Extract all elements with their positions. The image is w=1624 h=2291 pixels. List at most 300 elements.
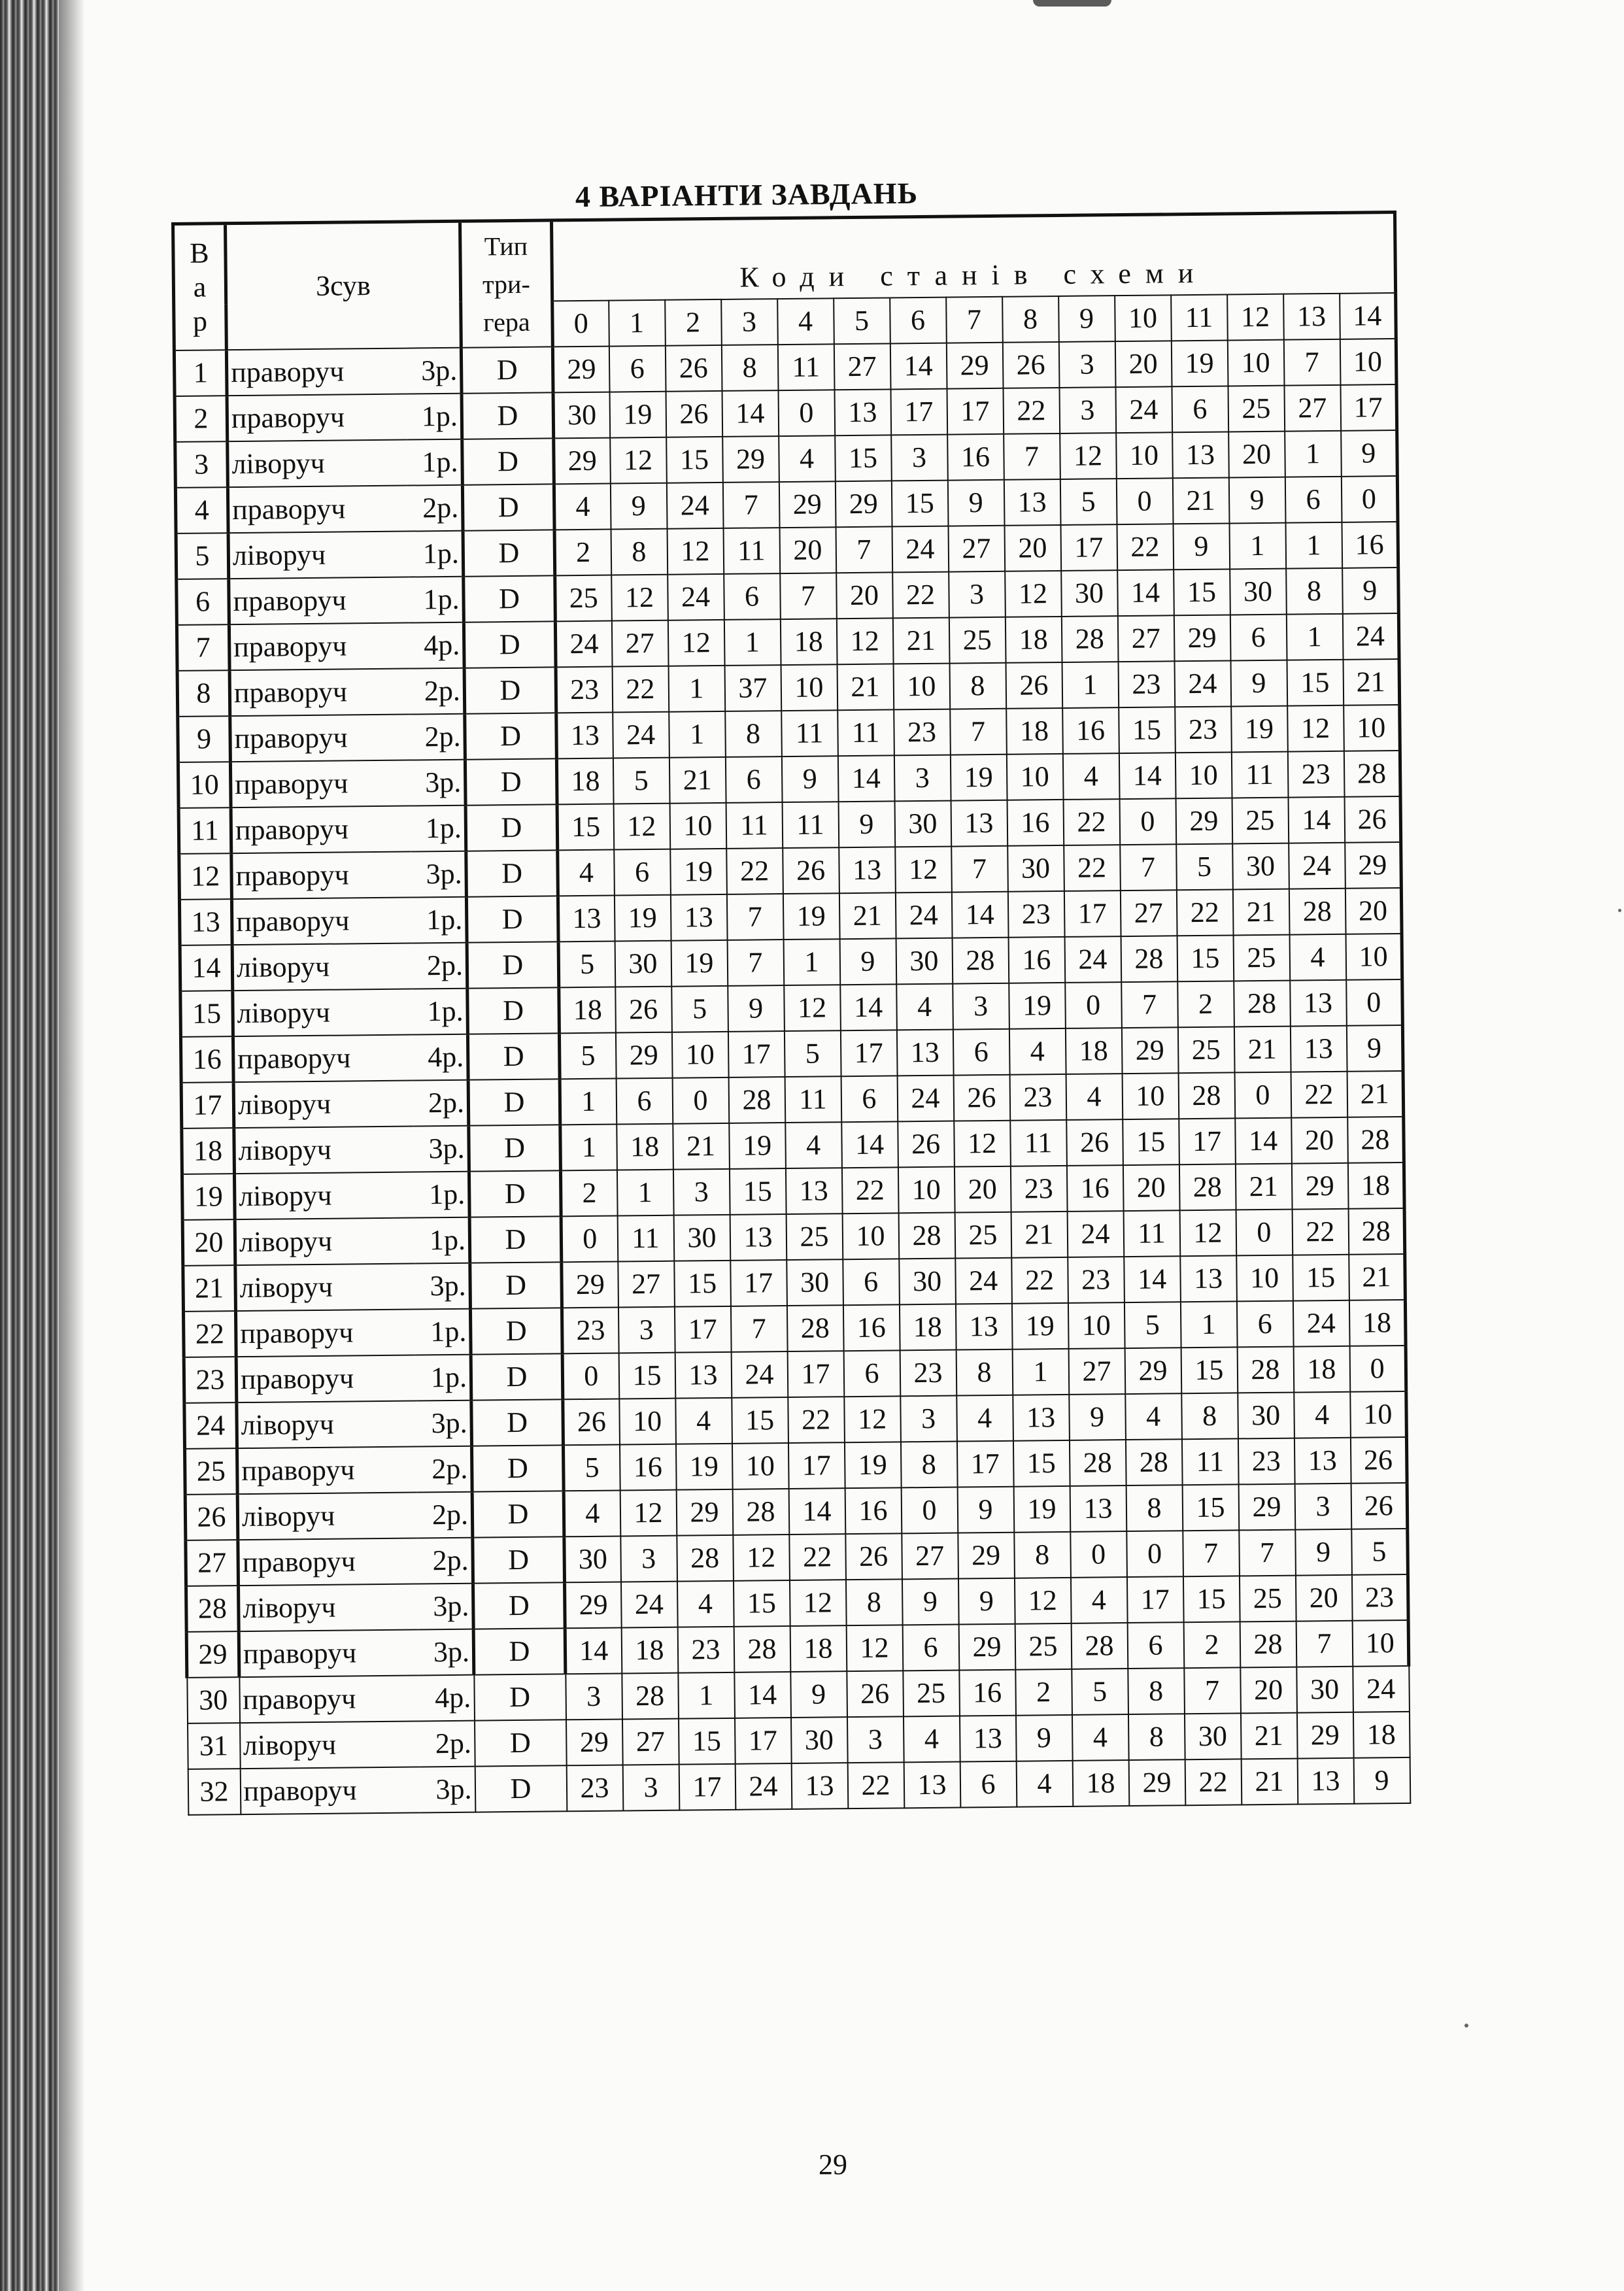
- state-code-cell: 16: [843, 1304, 900, 1351]
- state-code-cell: 14: [1117, 569, 1174, 616]
- state-code-cell: 19: [783, 893, 839, 940]
- state-code-cell: 14: [722, 390, 779, 437]
- state-code-cell: 21: [892, 618, 949, 664]
- state-code-cell: 10: [1175, 752, 1232, 798]
- shift-positions-cell: 1р.: [414, 1217, 470, 1264]
- trigger-type-cell: D: [470, 1308, 562, 1354]
- state-code-cell: 26: [1344, 796, 1401, 843]
- state-code-cell: 4: [554, 484, 611, 530]
- trigger-type-cell: D: [471, 1445, 564, 1491]
- state-code-cell: 13: [730, 1214, 787, 1261]
- state-code-cell: 21: [837, 664, 894, 710]
- state-code-cell: 22: [788, 1397, 845, 1443]
- trigger-type-cell: D: [462, 392, 554, 439]
- variant-number-cell: 23: [184, 1357, 237, 1403]
- shift-positions-cell: 1р.: [416, 1355, 471, 1401]
- state-code-cell: 24: [955, 1258, 1012, 1304]
- state-code-cell: 5: [563, 1445, 620, 1491]
- state-code-cell: 29: [722, 436, 779, 483]
- variant-number-cell: 29: [186, 1631, 239, 1678]
- state-code-cell: 10: [1068, 1302, 1125, 1349]
- header-state-number: 12: [1227, 294, 1284, 341]
- state-code-cell: 17: [956, 1441, 1013, 1487]
- shift-direction-cell: праворуч: [237, 1446, 417, 1494]
- state-code-cell: 5: [1124, 1302, 1181, 1348]
- state-code-cell: 6: [614, 849, 671, 896]
- state-code-cell: 28: [1061, 616, 1118, 662]
- state-code-cell: 27: [1117, 615, 1174, 662]
- state-code-cell: 24: [620, 1582, 677, 1628]
- state-code-cell: 14: [1288, 797, 1345, 843]
- state-code-cell: 9: [1228, 477, 1285, 524]
- shift-direction-cell: праворуч: [229, 623, 409, 671]
- state-code-cell: 26: [1351, 1483, 1408, 1529]
- variant-number-cell: 21: [183, 1265, 236, 1312]
- state-code-cell: 14: [840, 984, 897, 1030]
- state-code-cell: 23: [1068, 1257, 1125, 1303]
- shift-positions-cell: 2р.: [413, 1080, 469, 1127]
- state-code-cell: 17: [679, 1764, 736, 1810]
- state-code-cell: 24: [735, 1763, 792, 1810]
- state-code-cell: 22: [1064, 845, 1121, 891]
- trigger-type-cell: D: [475, 1720, 567, 1766]
- state-code-cell: 14: [734, 1672, 791, 1718]
- variant-number-cell: 1: [174, 350, 227, 396]
- state-code-cell: 14: [951, 892, 1008, 938]
- shift-direction-cell: праворуч: [231, 852, 411, 900]
- state-code-cell: 28: [734, 1626, 790, 1672]
- variant-number-cell: 10: [178, 762, 231, 808]
- state-code-cell: 23: [1351, 1574, 1408, 1621]
- state-code-cell: 17: [788, 1442, 845, 1489]
- trigger-type-cell: D: [473, 1628, 566, 1674]
- state-code-cell: 0: [1116, 478, 1173, 524]
- state-code-cell: 14: [1119, 753, 1176, 799]
- state-code-cell: 12: [1287, 705, 1344, 752]
- state-code-cell: 24: [668, 574, 724, 620]
- shift-direction-cell: ліворуч: [234, 1172, 414, 1220]
- state-code-cell: 11: [785, 1076, 841, 1123]
- state-code-cell: 0: [778, 390, 835, 436]
- header-state-number: 5: [834, 297, 890, 344]
- state-code-cell: 30: [1230, 569, 1287, 615]
- state-code-cell: 1: [1285, 431, 1342, 477]
- state-code-cell: 6: [841, 1076, 898, 1122]
- trigger-type-cell: D: [462, 438, 554, 484]
- state-code-cell: 29: [552, 347, 609, 393]
- shift-direction-cell: праворуч: [233, 1035, 413, 1083]
- state-code-cell: 7: [780, 573, 837, 619]
- trigger-type-cell: D: [470, 1262, 562, 1308]
- shift-direction-cell: праворуч: [229, 577, 409, 625]
- shift-direction-cell: ліворуч: [228, 532, 408, 579]
- trigger-type-cell: D: [469, 1216, 562, 1263]
- shift-positions-cell: 4р.: [418, 1675, 474, 1722]
- state-code-cell: 4: [1016, 1761, 1073, 1807]
- state-code-cell: 21: [1234, 1027, 1291, 1073]
- state-code-cell: 17: [947, 388, 1004, 435]
- state-code-cell: 24: [895, 892, 952, 939]
- trigger-type-cell: D: [464, 667, 556, 713]
- trigger-type-cell: D: [466, 850, 558, 896]
- state-code-cell: 1: [783, 939, 840, 985]
- state-code-cell: 23: [1118, 661, 1175, 707]
- variant-number-cell: 17: [181, 1082, 234, 1129]
- state-code-cell: 20: [1004, 525, 1061, 571]
- state-code-cell: 7: [951, 846, 1008, 892]
- header-state-number: 6: [890, 297, 947, 344]
- shift-positions-cell: 3р.: [418, 1629, 474, 1676]
- state-code-cell: 22: [1063, 799, 1120, 845]
- shift-direction-cell: праворуч: [231, 898, 411, 945]
- state-code-cell: 16: [1008, 937, 1065, 983]
- header-shift: Зсув: [226, 221, 462, 350]
- state-code-cell: 23: [1007, 891, 1064, 938]
- state-code-cell: 9: [1015, 1715, 1072, 1761]
- variant-number-cell: 7: [177, 624, 229, 671]
- state-code-cell: 6: [1172, 386, 1228, 432]
- shift-direction-cell: ліворуч: [232, 943, 412, 991]
- state-code-cell: 24: [1174, 660, 1231, 707]
- state-code-cell: 16: [959, 1670, 1016, 1716]
- state-code-cell: 3: [1294, 1484, 1351, 1530]
- state-code-cell: 9: [1342, 568, 1399, 614]
- trigger-type-cell: D: [465, 713, 557, 759]
- state-code-cell: 30: [553, 392, 610, 439]
- state-code-cell: 18: [780, 619, 837, 665]
- state-code-cell: 28: [677, 1535, 734, 1582]
- state-code-cell: 28: [622, 1673, 679, 1720]
- state-code-cell: 29: [615, 1032, 672, 1079]
- state-code-cell: 12: [1179, 1210, 1236, 1256]
- shift-positions-cell: 3р.: [413, 1126, 469, 1172]
- state-code-cell: 6: [1127, 1622, 1184, 1669]
- state-code-cell: 3: [620, 1536, 677, 1582]
- state-code-cell: 29: [566, 1719, 623, 1765]
- state-code-cell: 1: [1286, 614, 1343, 660]
- header-trigger-line: Тип: [484, 231, 528, 262]
- state-code-cell: 26: [898, 1121, 955, 1168]
- state-code-cell: 21: [673, 1123, 730, 1170]
- state-code-cell: 26: [1066, 1119, 1123, 1166]
- state-code-cell: 13: [558, 896, 615, 942]
- state-code-cell: 21: [1349, 1254, 1406, 1300]
- state-code-cell: 15: [891, 481, 948, 527]
- variant-number-cell: 8: [177, 670, 230, 717]
- state-code-cell: 10: [1352, 1620, 1409, 1667]
- trigger-type-cell: D: [467, 987, 560, 1034]
- shift-direction-cell: праворуч: [240, 1767, 420, 1814]
- state-code-cell: 12: [844, 1396, 901, 1442]
- state-code-cell: 1: [678, 1672, 735, 1719]
- state-code-cell: 15: [1119, 707, 1176, 753]
- state-code-cell: 22: [1291, 1072, 1347, 1118]
- state-code-cell: 13: [675, 1352, 732, 1399]
- page-number: 29: [819, 2148, 847, 2181]
- trigger-type-cell: D: [473, 1582, 566, 1629]
- state-code-cell: 28: [1069, 1440, 1126, 1486]
- trigger-type-cell: D: [468, 1079, 560, 1125]
- header-row-top: [173, 212, 1396, 305]
- state-code-cell: 7: [726, 894, 783, 940]
- state-code-cell: 19: [609, 392, 666, 438]
- state-code-cell: 28: [1348, 1208, 1405, 1255]
- state-code-cell: 18: [1006, 708, 1063, 755]
- state-code-cell: 21: [669, 757, 726, 804]
- state-code-cell: 9: [1341, 430, 1398, 477]
- state-code-cell: 20: [1345, 888, 1402, 934]
- header-state-number: 10: [1115, 295, 1172, 341]
- state-code-cell: 25: [1232, 798, 1289, 844]
- state-code-cell: 29: [1238, 1484, 1295, 1531]
- state-code-cell: 27: [948, 526, 1005, 572]
- state-code-cell: 18: [1065, 1028, 1122, 1074]
- header-trigger-line: три-: [482, 269, 530, 299]
- state-code-cell: 13: [1290, 980, 1347, 1027]
- state-code-cell: 14: [1124, 1256, 1181, 1302]
- state-code-cell: 12: [954, 1121, 1011, 1167]
- header-state-number: 13: [1283, 294, 1340, 340]
- state-code-cell: 30: [615, 941, 671, 987]
- state-code-cell: 23: [1009, 1074, 1066, 1121]
- state-code-cell: 6: [843, 1350, 900, 1397]
- state-code-cell: 12: [611, 575, 668, 621]
- state-code-cell: 0: [1349, 1346, 1406, 1392]
- state-code-cell: 0: [1236, 1210, 1293, 1256]
- state-code-cell: 18: [1349, 1300, 1406, 1346]
- shift-direction-cell: праворуч: [227, 394, 407, 442]
- shift-direction-cell: праворуч: [231, 806, 411, 854]
- state-code-cell: 13: [959, 1716, 1016, 1762]
- shift-positions-cell: 1р.: [415, 1309, 471, 1355]
- state-code-cell: 5: [1351, 1529, 1408, 1575]
- variants-table-wrapper: [171, 211, 1412, 1816]
- state-code-cell: 25: [1228, 386, 1285, 432]
- trigger-type-cell: D: [462, 484, 554, 530]
- header-variant-letter: В: [190, 237, 209, 269]
- state-code-cell: 26: [665, 345, 722, 392]
- state-code-cell: 22: [841, 1167, 898, 1213]
- variant-number-cell: 30: [187, 1677, 240, 1723]
- state-code-cell: 7: [722, 482, 779, 528]
- state-code-cell: 10: [1344, 705, 1400, 751]
- state-code-cell: 25: [955, 1212, 1011, 1259]
- state-code-cell: 17: [840, 1030, 897, 1076]
- trigger-type-cell: D: [469, 1170, 561, 1217]
- shift-positions-cell: 2р.: [409, 714, 465, 760]
- shift-direction-cell: праворуч: [239, 1675, 419, 1723]
- state-code-cell: 5: [784, 1030, 841, 1077]
- shift-positions-cell: 3р.: [414, 1263, 470, 1310]
- state-code-cell: 5: [613, 758, 669, 804]
- state-code-cell: 8: [1014, 1532, 1071, 1578]
- state-code-cell: 6: [1285, 477, 1342, 523]
- state-code-cell: 9: [957, 1487, 1014, 1533]
- header-variant-letter: р: [192, 305, 208, 337]
- state-code-cell: 22: [1292, 1209, 1349, 1255]
- state-code-cell: 21: [1343, 659, 1400, 705]
- state-code-cell: 21: [1172, 477, 1229, 524]
- state-code-cell: 1: [1062, 662, 1119, 708]
- state-code-cell: 8: [725, 711, 782, 757]
- shift-positions-cell: 3р.: [420, 1767, 475, 1813]
- state-code-cell: 9: [1230, 660, 1287, 707]
- shift-positions-cell: 2р.: [416, 1446, 472, 1493]
- state-code-cell: 1: [1285, 522, 1342, 569]
- shift-positions-cell: 4р.: [409, 622, 464, 669]
- state-code-cell: 9: [838, 801, 895, 847]
- state-code-cell: 13: [1172, 432, 1229, 478]
- state-code-cell: 26: [1006, 662, 1062, 709]
- state-code-cell: 14: [788, 1488, 845, 1535]
- state-code-cell: 12: [895, 847, 952, 893]
- header-trigger-type: [460, 220, 553, 348]
- state-code-cell: 25: [1015, 1623, 1072, 1670]
- trigger-type-cell: D: [465, 758, 557, 805]
- state-code-cell: 11: [726, 802, 783, 849]
- state-code-cell: 23: [1010, 1166, 1067, 1212]
- state-code-cell: 11: [782, 802, 839, 848]
- state-code-cell: 15: [835, 435, 892, 481]
- state-code-cell: 12: [784, 985, 841, 1031]
- shift-direction-cell: ліворуч: [237, 1400, 416, 1448]
- state-code-cell: 11: [781, 710, 838, 756]
- state-code-cell: 29: [1174, 615, 1230, 661]
- state-code-cell: 28: [1071, 1623, 1128, 1669]
- state-code-cell: 15: [733, 1580, 790, 1627]
- state-code-cell: 0: [1070, 1531, 1127, 1578]
- variant-number-cell: 28: [186, 1586, 239, 1632]
- state-code-cell: 6: [609, 346, 666, 392]
- state-code-cell: 13: [556, 713, 613, 759]
- header-state-number: 11: [1171, 295, 1228, 341]
- state-code-cell: 4: [785, 1122, 842, 1168]
- shift-positions-cell: 2р.: [419, 1721, 475, 1767]
- state-code-cell: 30: [1061, 570, 1118, 617]
- state-code-cell: 29: [835, 481, 892, 527]
- state-code-cell: 4: [1066, 1074, 1123, 1120]
- state-code-cell: 20: [1228, 432, 1285, 478]
- scan-speck: [1618, 909, 1621, 912]
- state-code-cell: 29: [676, 1489, 733, 1536]
- state-code-cell: 11: [1010, 1120, 1067, 1166]
- state-code-cell: 4: [1125, 1393, 1182, 1440]
- state-code-cell: 8: [956, 1349, 1013, 1396]
- state-code-cell: 30: [673, 1215, 730, 1261]
- state-code-cell: 29: [958, 1624, 1015, 1671]
- shift-direction-cell: ліворуч: [234, 1127, 414, 1174]
- variant-number-cell: 31: [188, 1723, 241, 1769]
- state-code-cell: 9: [1346, 1025, 1403, 1072]
- state-code-cell: 11: [617, 1215, 674, 1262]
- variant-number-cell: 32: [188, 1769, 241, 1815]
- state-code-cell: 7: [1283, 339, 1340, 386]
- state-code-cell: 21: [1240, 1713, 1297, 1759]
- state-code-cell: 27: [1284, 385, 1341, 432]
- state-code-cell: 1: [1229, 523, 1286, 569]
- trigger-type-cell: D: [463, 530, 555, 576]
- state-code-cell: 28: [1240, 1621, 1296, 1668]
- state-code-cell: 5: [1060, 479, 1117, 525]
- shift-direction-cell: праворуч: [230, 760, 410, 808]
- state-code-cell: 22: [612, 666, 669, 713]
- state-code-cell: 19: [671, 940, 728, 987]
- state-code-cell: 7: [727, 940, 784, 986]
- state-code-cell: 8: [721, 345, 778, 391]
- state-code-cell: 20: [1240, 1667, 1297, 1714]
- trigger-type-cell: D: [469, 1125, 561, 1171]
- scan-binding-edge: [0, 0, 59, 2291]
- trigger-type-cell: D: [475, 1765, 567, 1812]
- variant-number-cell: 12: [179, 853, 232, 900]
- state-code-cell: 20: [1291, 1117, 1348, 1164]
- state-code-cell: 0: [1119, 798, 1176, 845]
- state-code-cell: 13: [955, 1304, 1012, 1350]
- state-code-cell: 21: [1232, 889, 1289, 936]
- state-code-cell: 30: [894, 801, 951, 847]
- state-code-cell: 0: [1065, 982, 1122, 1028]
- state-code-cell: 6: [724, 573, 781, 620]
- state-code-cell: 18: [1353, 1712, 1410, 1758]
- variant-number-cell: 13: [179, 899, 232, 945]
- shift-positions-cell: 2р.: [409, 668, 465, 715]
- header-state-codes: Коди станів схеми: [551, 212, 1395, 301]
- state-code-cell: 30: [790, 1717, 847, 1763]
- state-code-cell: 13: [951, 800, 1007, 847]
- state-code-cell: 9: [790, 1671, 847, 1718]
- header-state-number: 8: [1002, 296, 1059, 343]
- state-code-cell: 17: [1060, 524, 1117, 571]
- trigger-type-cell: D: [461, 347, 553, 393]
- shift-direction-cell: праворуч: [236, 1355, 416, 1402]
- state-code-cell: 14: [890, 343, 947, 390]
- state-code-cell: 18: [1347, 1162, 1404, 1209]
- state-code-cell: 13: [896, 1030, 953, 1076]
- state-code-cell: 17: [728, 1031, 785, 1078]
- state-code-cell: 8: [949, 663, 1006, 709]
- state-code-cell: 23: [1238, 1438, 1294, 1485]
- state-code-cell: 12: [1005, 571, 1062, 617]
- state-code-cell: 26: [666, 391, 722, 437]
- state-code-cell: 17: [674, 1306, 731, 1353]
- trigger-type-cell: D: [471, 1399, 564, 1446]
- header-trigger-line: гера: [483, 307, 530, 337]
- state-code-cell: 10: [1350, 1391, 1407, 1438]
- state-code-cell: 0: [1126, 1531, 1183, 1577]
- header-state-number: 3: [721, 299, 778, 345]
- state-code-cell: 24: [666, 483, 723, 529]
- state-code-cell: 24: [1293, 1300, 1349, 1347]
- state-code-cell: 28: [898, 1213, 955, 1259]
- state-code-cell: 12: [1060, 433, 1117, 479]
- state-code-cell: 22: [789, 1534, 846, 1580]
- state-code-cell: 3: [1059, 387, 1116, 433]
- state-code-cell: 17: [735, 1718, 792, 1764]
- shift-positions-cell: 2р.: [417, 1538, 473, 1584]
- shift-positions-cell: 1р.: [408, 577, 464, 623]
- state-code-cell: 8: [611, 529, 668, 575]
- state-code-cell: 0: [1341, 476, 1398, 522]
- state-code-cell: 7: [1120, 844, 1177, 891]
- state-code-cell: 19: [1231, 706, 1288, 753]
- state-code-cell: 28: [1344, 751, 1400, 797]
- state-code-cell: 7: [1121, 981, 1178, 1028]
- state-code-cell: 18: [559, 987, 616, 1034]
- trigger-type-cell: D: [471, 1353, 563, 1400]
- state-code-cell: 0: [1234, 1072, 1291, 1119]
- state-code-cell: 28: [728, 1077, 785, 1123]
- scan-binding-shadow: [59, 0, 85, 2291]
